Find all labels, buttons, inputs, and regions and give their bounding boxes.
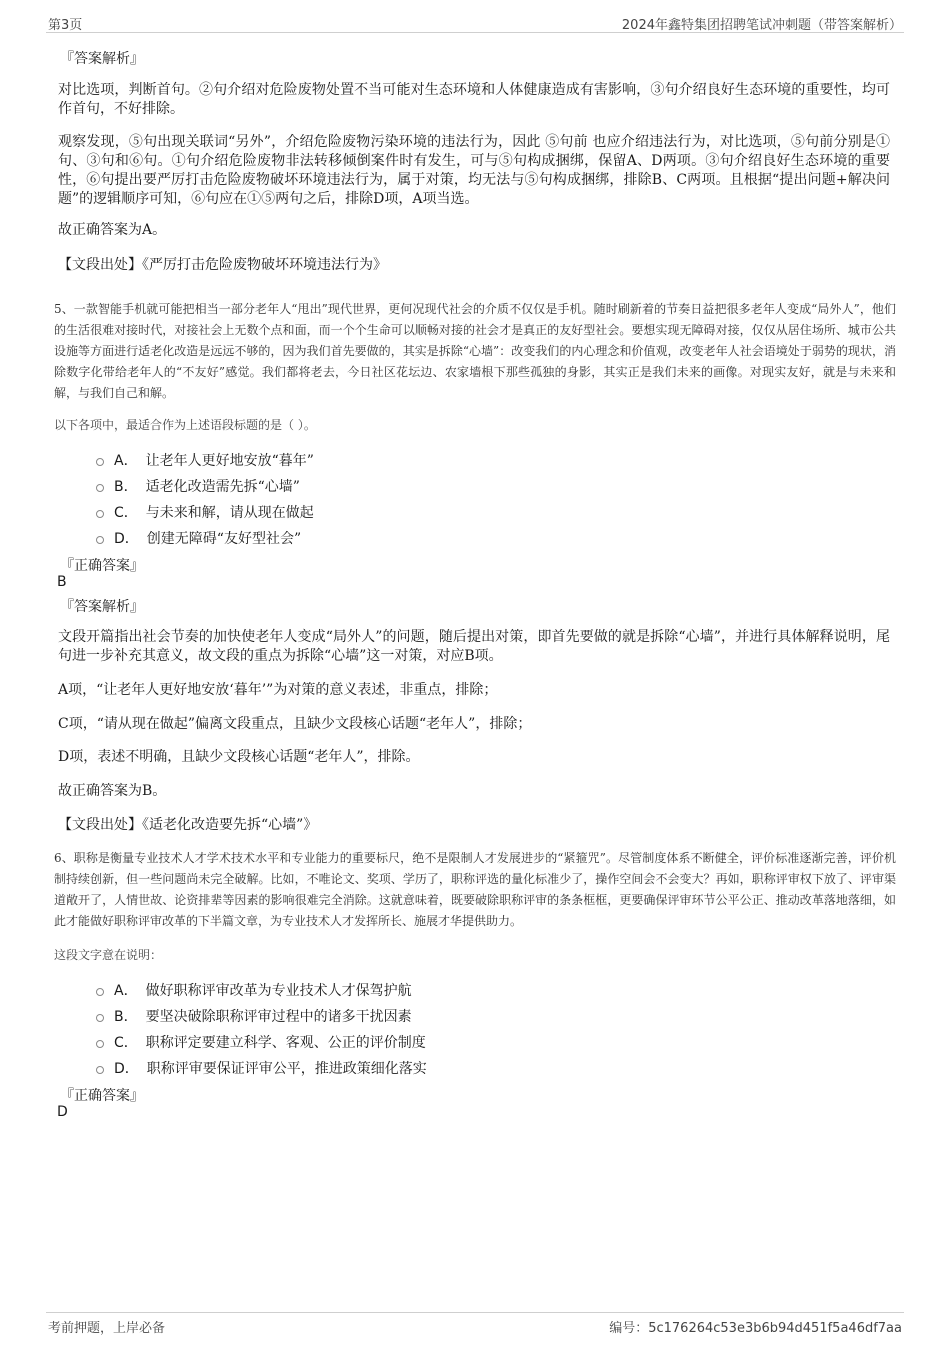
page-footer <box>46 1312 904 1335</box>
option-text: 要坚决破除职称评审过程中的诸多干扰因素 <box>145 1009 412 1025</box>
document-title: 2024年鑫特集团招聘笔试冲刺题（带答案解析） <box>621 18 902 33</box>
source-citation: 【文段出处】《严厉打击危险废物破坏环境违法行为》 <box>58 257 387 273</box>
option-letter: C． <box>114 1035 138 1051</box>
option-text: 与未来和解，请从现在做起 <box>145 505 314 521</box>
document-code <box>609 1317 902 1336</box>
option-text: 创建无障碍“友好型社会” <box>146 531 302 547</box>
code-value: 5c176264c53e3b6b94d451f5a46df7aa <box>648 1321 902 1336</box>
option-d[interactable] <box>96 1058 427 1078</box>
option-letter: D． <box>114 1061 139 1077</box>
analysis-conclusion: 故正确答案为B。 <box>58 783 167 799</box>
correct-answer-label: 『正确答案』 <box>60 1088 144 1104</box>
analysis-option-c: C项，“请从现在做起”偏离文段重点，且缺少文段核心话题“老年人”，排除； <box>58 716 532 732</box>
analysis-paragraph: 对比选项，判断首句。②句介绍对危险废物处置不当可能对生态环境和人体健康造成有害影响，③句介绍良好生态环境的重要性，均可作首句，不好排除。 <box>58 82 890 117</box>
option-c[interactable] <box>96 502 314 522</box>
option-letter: D． <box>114 531 139 547</box>
radio-icon[interactable] <box>96 1040 104 1048</box>
option-text: 职称评审要保证评审公平，推进政策细化落实 <box>146 1061 427 1077</box>
option-letter: B． <box>114 479 138 495</box>
option-letter: B． <box>114 1009 138 1025</box>
source-citation: 【文段出处】《适老化改造要先拆“心墙”》 <box>58 817 318 833</box>
question-5-stem: 5、一款智能手机就可能把相当一部分老年人“甩出”现代世界，更何况现代社会的介质不仅仅是手机。随时刷新着的节奏日益把很多老年人变成“局外人”，他们的生活很难对接时代，对接社会上无数个点和面，而一个个生命可以顺畅对接的社会才是真正的友好型社会。要想实现无障碍对接，仅仅从居住场所、城市公共设施等方面进行适老化改造是远远不够的，因为我们首先要做的，其实是拆除“心墙”：改变我们的内心理念和价值观，改变老年人社会语境处于弱势的现状，消除数字化带给老年人的“不友好”感觉。我们都将老去，今日社区花坛边、农家墙根下那些孤独的身影，其实正是我们未来的画像。对现实友好，就是与未来和解，与我们自己和解。 <box>54 302 896 400</box>
option-c[interactable] <box>96 1032 426 1052</box>
page-number: 第3页 <box>48 18 83 33</box>
option-b[interactable] <box>96 476 300 496</box>
option-d[interactable] <box>96 528 301 548</box>
radio-icon[interactable] <box>96 458 104 466</box>
analysis-paragraph: 文段开篇指出社会节奏的加快使老年人变成“局外人”的问题，随后提出对策，即首先要做的就是拆除“心墙”，并进行具体解释说明，尾句进一步补充其意义，故文段的重点为拆除“心墙”这一对策，对应B项。 <box>58 629 890 664</box>
analysis-paragraph: 观察发现，⑤句出现关联词“另外”，介绍危险废物污染环境的违法行为，因此 ⑤句前 也应介绍违法行为，对比选项，⑤句前分别是①句、③句和⑥句。①句介绍危险废物非法转移倾倒案件时有发生，可与⑤句构成捆绑，保留A、D两项。③句介绍良好生态环境的重要性，⑥句提出要严厉打击危险废物破坏环境违法行为，属于对策，均无法与⑤句构成捆绑，排除B、C两项。且根据“提出问题+解决问题”的逻辑顺序可知，⑥句应在①⑤两句之后，排除D项，A项当选。 <box>58 134 890 207</box>
page-header <box>46 12 904 33</box>
analysis-label: 『答案解析』 <box>60 599 144 615</box>
option-letter: A． <box>114 453 138 469</box>
correct-answer: D <box>57 1104 68 1120</box>
footer-slogan: 考前押题，上岸必备 <box>48 1321 166 1336</box>
radio-icon[interactable] <box>96 484 104 492</box>
option-letter: A． <box>114 983 138 999</box>
option-b[interactable] <box>96 1006 412 1026</box>
question-6-prompt: 这段文字意在说明： <box>54 948 163 962</box>
correct-answer-label: 『正确答案』 <box>60 558 144 574</box>
code-label: 编号： <box>609 1321 649 1336</box>
radio-icon[interactable] <box>96 988 104 996</box>
analysis-label: 『答案解析』 <box>60 51 144 67</box>
question-5-prompt: 以下各项中，最适合作为上述语段标题的是（ ）。 <box>54 418 316 432</box>
option-text: 让老年人更好地安放“暮年” <box>145 453 314 469</box>
radio-icon[interactable] <box>96 1014 104 1022</box>
radio-icon[interactable] <box>96 1066 104 1074</box>
analysis-option-a: A项，“让老年人更好地安放‘暮年’”为对策的意义表述，非重点，排除； <box>58 682 498 698</box>
analysis-conclusion: 故正确答案为A。 <box>58 222 167 238</box>
radio-icon[interactable] <box>96 510 104 518</box>
option-a[interactable] <box>96 450 314 470</box>
radio-icon[interactable] <box>96 536 104 544</box>
correct-answer: B <box>57 574 67 590</box>
option-letter: C． <box>114 505 138 521</box>
question-6-stem: 6、职称是衡量专业技术人才学术技术水平和专业能力的重要标尺，绝不是限制人才发展进步的“紧箍咒”。尽管制度体系不断健全，评价标准逐渐完善，评价机制持续创新，但一些问题尚未完全破解。比如，不唯论文、奖项、学历了，职称评选的量化标准少了，操作空间会不会变大？再如，职称评审权下放了、评审渠道敞开了，人情世故、论资排辈等因素的影响很难完全消除。这就意味着，既要破除职称评审的条条框框，更要确保评审环节公平公正、推动改革落地落细，如此才能做好职称评审改革的下半篇文章，为专业技术人才发挥所长、施展才华提供助力。 <box>54 851 896 928</box>
option-text: 职称评定要建立科学、客观、公正的评价制度 <box>145 1035 426 1051</box>
analysis-option-d: D项，表述不明确，且缺少文段核心话题“老年人”，排除。 <box>58 749 420 765</box>
option-text: 做好职称评审改革为专业技术人才保驾护航 <box>145 983 412 999</box>
option-text: 适老化改造需先拆“心墙” <box>145 479 300 495</box>
option-a[interactable] <box>96 980 412 1000</box>
